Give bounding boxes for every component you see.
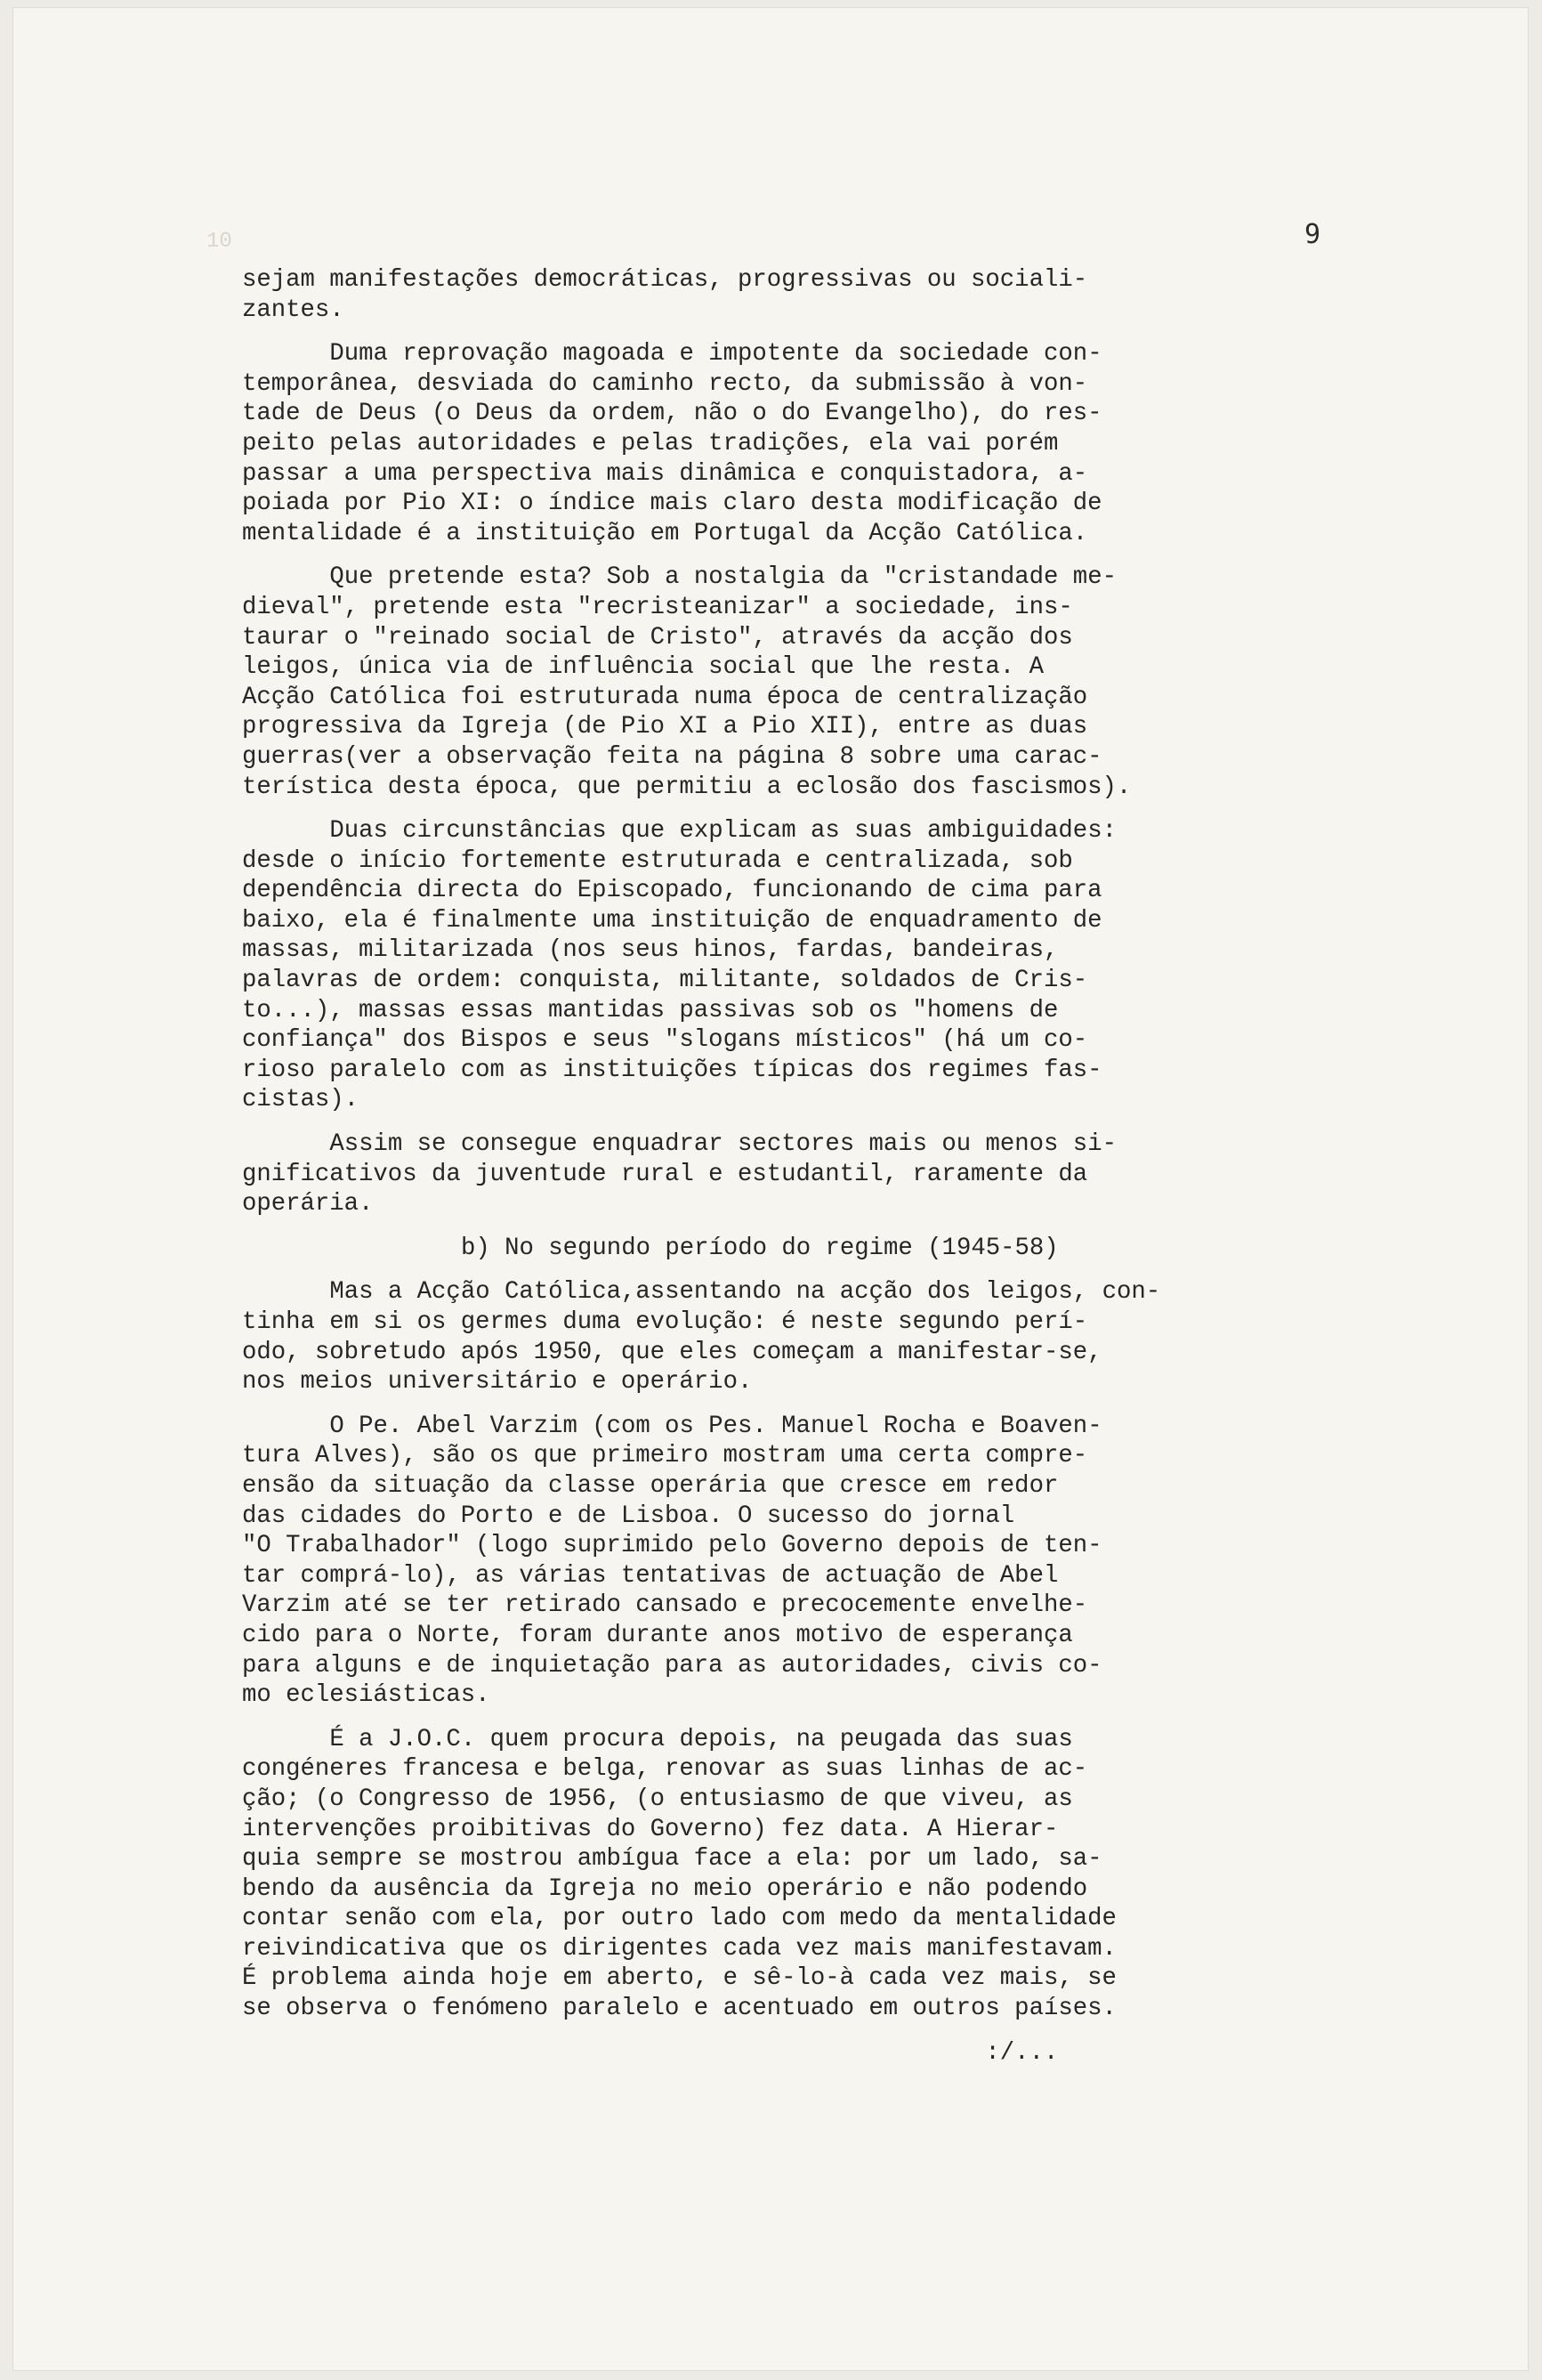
- text-line: palavras de ordem: conquista, militante, soldados de Cris-: [242, 967, 1088, 995]
- document-page: [12, 7, 1529, 2371]
- text-line: cistas).: [242, 1086, 359, 1114]
- paragraph: [242, 1234, 1336, 1264]
- paragraph-gap: [242, 2024, 1336, 2038]
- text-line: peito pelas autoridades e pelas tradições, ela vai porém: [242, 429, 1059, 457]
- text-line: leigos, única via de influência social que lhe resta. A: [242, 653, 1044, 682]
- text-line: taurar o "reinado social de Cristo", através da acção dos: [242, 623, 1073, 652]
- text-line: odo, sobretudo após 1950, que eles começam a manifestar-se,: [242, 1338, 1102, 1366]
- text-line: operária.: [242, 1190, 374, 1218]
- text-line: guerras(ver a observação feita na página 8 sobre uma carac-: [242, 742, 1102, 771]
- paragraph: [242, 816, 1336, 1115]
- body-text: [242, 265, 1336, 2068]
- text-line: Acção Católica foi estruturada numa época de centralização: [242, 683, 1088, 711]
- text-line: reivindicativa que os dirigentes cada vez mais manifestavam.: [242, 1934, 1117, 1963]
- paragraph-gap: [242, 325, 1336, 339]
- text-line: "O Trabalhador" (logo suprimido pelo Governo depois de ten-: [242, 1532, 1102, 1560]
- text-line: tura Alves), são os que primeiro mostram uma certa compre-: [242, 1442, 1088, 1470]
- text-line: cido para o Norte, foram durante anos motivo de esperança: [242, 1621, 1073, 1649]
- paragraph-gap: [242, 1263, 1336, 1277]
- text-line: ção; (o Congresso de 1956, (o entusiasmo de que viveu, as: [242, 1785, 1073, 1813]
- paragraph-gap: [242, 1115, 1336, 1129]
- paragraph: [242, 1412, 1336, 1711]
- text-line: temporânea, desviada do caminho recto, da submissão à von-: [242, 369, 1088, 398]
- text-line: O Pe. Abel Varzim (com os Pes. Manuel Rocha e Boaven-: [329, 1412, 1102, 1440]
- paragraph: [242, 265, 1336, 325]
- text-line: É problema ainda hoje em aberto, e sê-lo-à cada vez mais, se: [242, 1964, 1117, 1993]
- bleed-through-text: 10: [206, 230, 232, 254]
- paragraph: [242, 2038, 1336, 2068]
- text-line: zantes.: [242, 295, 344, 324]
- text-line: quia sempre se mostrou ambígua face a ela: por um lado, sa-: [242, 1845, 1102, 1874]
- paragraph: [242, 1129, 1336, 1219]
- paragraph: [242, 1725, 1336, 2024]
- paragraph: [242, 339, 1336, 548]
- paragraph-gap: [242, 802, 1336, 816]
- paragraph-gap: [242, 1711, 1336, 1725]
- text-line: baixo, ela é finalmente uma instituição de enquadramento de: [242, 906, 1102, 935]
- text-line: para alguns e de inquietação para as autoridades, civis co-: [242, 1651, 1102, 1680]
- text-line: mentalidade é a instituição em Portugal da Acção Católica.: [242, 519, 1088, 547]
- text-line: bendo da ausência da Igreja no meio operário e não podendo: [242, 1874, 1088, 1903]
- text-line: Que pretende esta? Sob a nostalgia da "cristandade me-: [329, 563, 1117, 592]
- text-line: dieval", pretende esta "recristeanizar" a sociedade, ins-: [242, 593, 1073, 621]
- text-line: É a J.O.C. quem procura depois, na peugada das suas: [329, 1725, 1073, 1753]
- text-line: Duas circunstâncias que explicam as suas ambiguidades:: [329, 817, 1117, 846]
- text-line: terística desta época, que permitiu a eclosão dos fascismos).: [242, 773, 1132, 801]
- paragraph: [242, 563, 1336, 802]
- text-line: Assim se consegue enquadrar sectores mais ou menos si-: [329, 1130, 1117, 1159]
- text-line: desde o início fortemente estruturada e centralizada, sob: [242, 846, 1073, 875]
- text-line: gnificativos da juventude rural e estudantil, raramente da: [242, 1160, 1088, 1188]
- text-line: progressiva da Igreja (de Pio XI a Pio XII), entre as duas: [242, 713, 1088, 741]
- text-line: sejam manifestações democráticas, progressivas ou sociali-: [242, 266, 1088, 294]
- text-line: Varzim até se ter retirado cansado e precocemente envelhe-: [242, 1591, 1088, 1620]
- text-line: massas, militarizada (nos seus hinos, fardas, bandeiras,: [242, 936, 1059, 965]
- text-line: passar a uma perspectiva mais dinâmica e conquistadora, a-: [242, 459, 1088, 488]
- text-line: poiada por Pio XI: o índice mais claro desta modificação de: [242, 490, 1102, 518]
- text-line: tade de Deus (o Deus da ordem, não o do Evangelho), do res-: [242, 400, 1102, 428]
- paragraph-gap: [242, 1219, 1336, 1234]
- page-number: 9: [1304, 219, 1321, 250]
- text-line: Mas a Acção Católica,assentando na acção dos leigos, con-: [329, 1278, 1161, 1307]
- text-line: b) No segundo período do regime (1945-58): [461, 1234, 1059, 1262]
- text-line: rioso paralelo com as instituições típicas dos regimes fas-: [242, 1056, 1102, 1084]
- text-line: das cidades do Porto e de Lisboa. O sucesso do jornal: [242, 1502, 1015, 1530]
- text-line: contar senão com ela, por outro lado com medo da mentalidade: [242, 1905, 1117, 1933]
- text-line: confiança" dos Bispos e seus "slogans místicos" (há um co-: [242, 1026, 1088, 1055]
- text-line: intervenções proibitivas do Governo) fez data. A Hierar-: [242, 1815, 1059, 1843]
- text-line: to...), massas essas mantidas passivas sob os "homens de: [242, 996, 1059, 1024]
- text-line: Duma reprovação magoada e impotente da sociedade con-: [329, 340, 1102, 368]
- paragraph-gap: [242, 548, 1336, 563]
- text-line: :/...: [242, 2038, 1059, 2067]
- text-line: se observa o fenómeno paralelo e acentuado em outros países.: [242, 1995, 1117, 2023]
- text-line: ensão da situação da classe operária que cresce em redor: [242, 1471, 1059, 1500]
- text-line: nos meios universitário e operário.: [242, 1368, 753, 1396]
- text-line: tar comprá-lo), as várias tentativas de actuação de Abel: [242, 1561, 1059, 1590]
- text-line: tinha em si os germes duma evolução: é neste segundo perí-: [242, 1308, 1088, 1336]
- paragraph-gap: [242, 1397, 1336, 1412]
- text-line: congéneres francesa e belga, renovar as suas linhas de ac-: [242, 1755, 1088, 1784]
- text-line: dependência directa do Episcopado, funcionando de cima para: [242, 877, 1102, 905]
- paragraph: [242, 1277, 1336, 1396]
- text-line: mo eclesiásticas.: [242, 1681, 490, 1710]
